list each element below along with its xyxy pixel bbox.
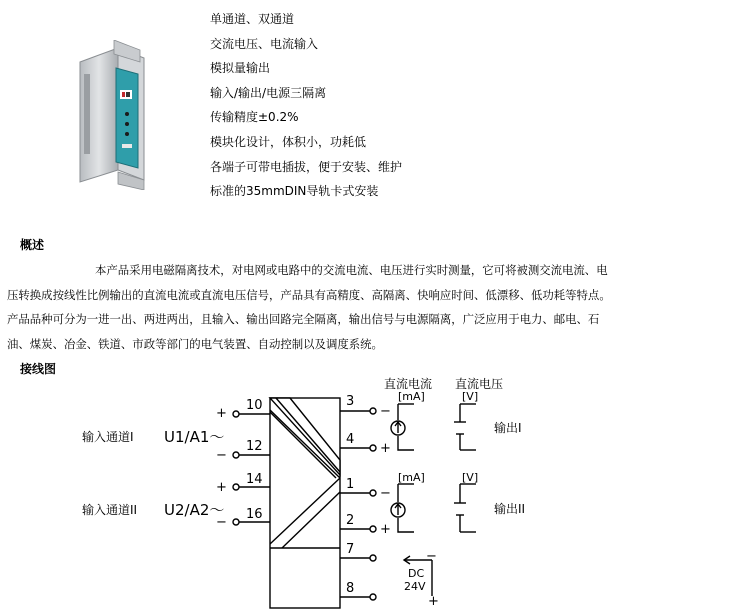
power-type: DC (408, 567, 425, 580)
output1-plus: + (380, 441, 391, 456)
feature-item: 单通道、双通道 (210, 12, 295, 26)
input1-plus: + (216, 406, 227, 421)
input1-signal: U1/A1～ (164, 428, 225, 446)
input1-minus: − (216, 448, 227, 463)
input2-plus: + (216, 480, 227, 495)
output1-label: 输出I (494, 421, 522, 435)
terminal-4: 4 (346, 432, 355, 447)
header-current: 直流电流 (384, 377, 433, 391)
input2-signal: U2/A2～ (164, 501, 225, 519)
output1-ma-unit: [mA] (398, 390, 425, 403)
output2-label: 输出II (494, 502, 526, 516)
feature-item: 模拟量输出 (210, 61, 271, 76)
input2-minus: − (216, 515, 227, 530)
header-voltage: 直流电压 (455, 377, 504, 391)
feature-item: 各端子可带电插拔，便于安装、维护 (210, 159, 403, 174)
feature-item: 输入/输出/电源三隔离 (210, 85, 327, 100)
output2-minus: − (380, 486, 391, 501)
overview-heading: 概述 (20, 238, 45, 252)
terminal-3: 3 (346, 394, 355, 409)
terminal-16: 16 (246, 507, 263, 522)
terminal-12: 12 (246, 439, 263, 454)
terminal-1: 1 (346, 477, 355, 492)
device-image (78, 40, 160, 190)
power-minus: − (426, 549, 437, 564)
feature-list (210, 10, 402, 207)
feature-item: 传输精度±0.2% (210, 110, 299, 125)
wiring-heading: 接线图 (20, 362, 57, 376)
terminal-2: 2 (346, 513, 355, 528)
output2-ma-unit: [mA] (398, 471, 425, 484)
feature-item: 交流电压、电流输入 (210, 36, 319, 51)
power-plus: + (428, 594, 439, 609)
terminal-14: 14 (246, 472, 263, 487)
feature-item: 模块化设计，体积小，功耗低 (210, 134, 367, 149)
terminal-7: 7 (346, 542, 355, 557)
output2-plus: + (380, 522, 391, 537)
output2-v-unit: [V] (462, 471, 479, 484)
output1-minus: − (380, 404, 391, 419)
output1-v-unit: [V] (462, 390, 479, 403)
input2-label: 输入通道II (82, 503, 138, 517)
wiring-diagram (78, 372, 558, 612)
power-voltage: 24V (404, 580, 426, 593)
terminal-8: 8 (346, 581, 355, 596)
overview-text: 本产品采用电磁隔离技术，对电网或电路中的交流电流、电压进行实时测量，它可将被测交流电流、电压转换成按线性比例输出的直流电流或直流电压信号，产品具有高精度、高隔离、快响应时间、低漂移、低功耗等特点。产品品种可分为一进一出、两进两出，且输入、输出回路完全隔离，输出信号与电源隔离，广泛应用于电力、邮电、石油、煤炭、冶金、铁道、市政等部门的电气装置、自动控制以及调度系统。 (7, 263, 611, 351)
feature-item: 标准的35mmDIN导轨卡式安装 (210, 184, 379, 199)
input1-label: 输入通道I (82, 430, 134, 444)
terminal-10: 10 (246, 398, 263, 413)
